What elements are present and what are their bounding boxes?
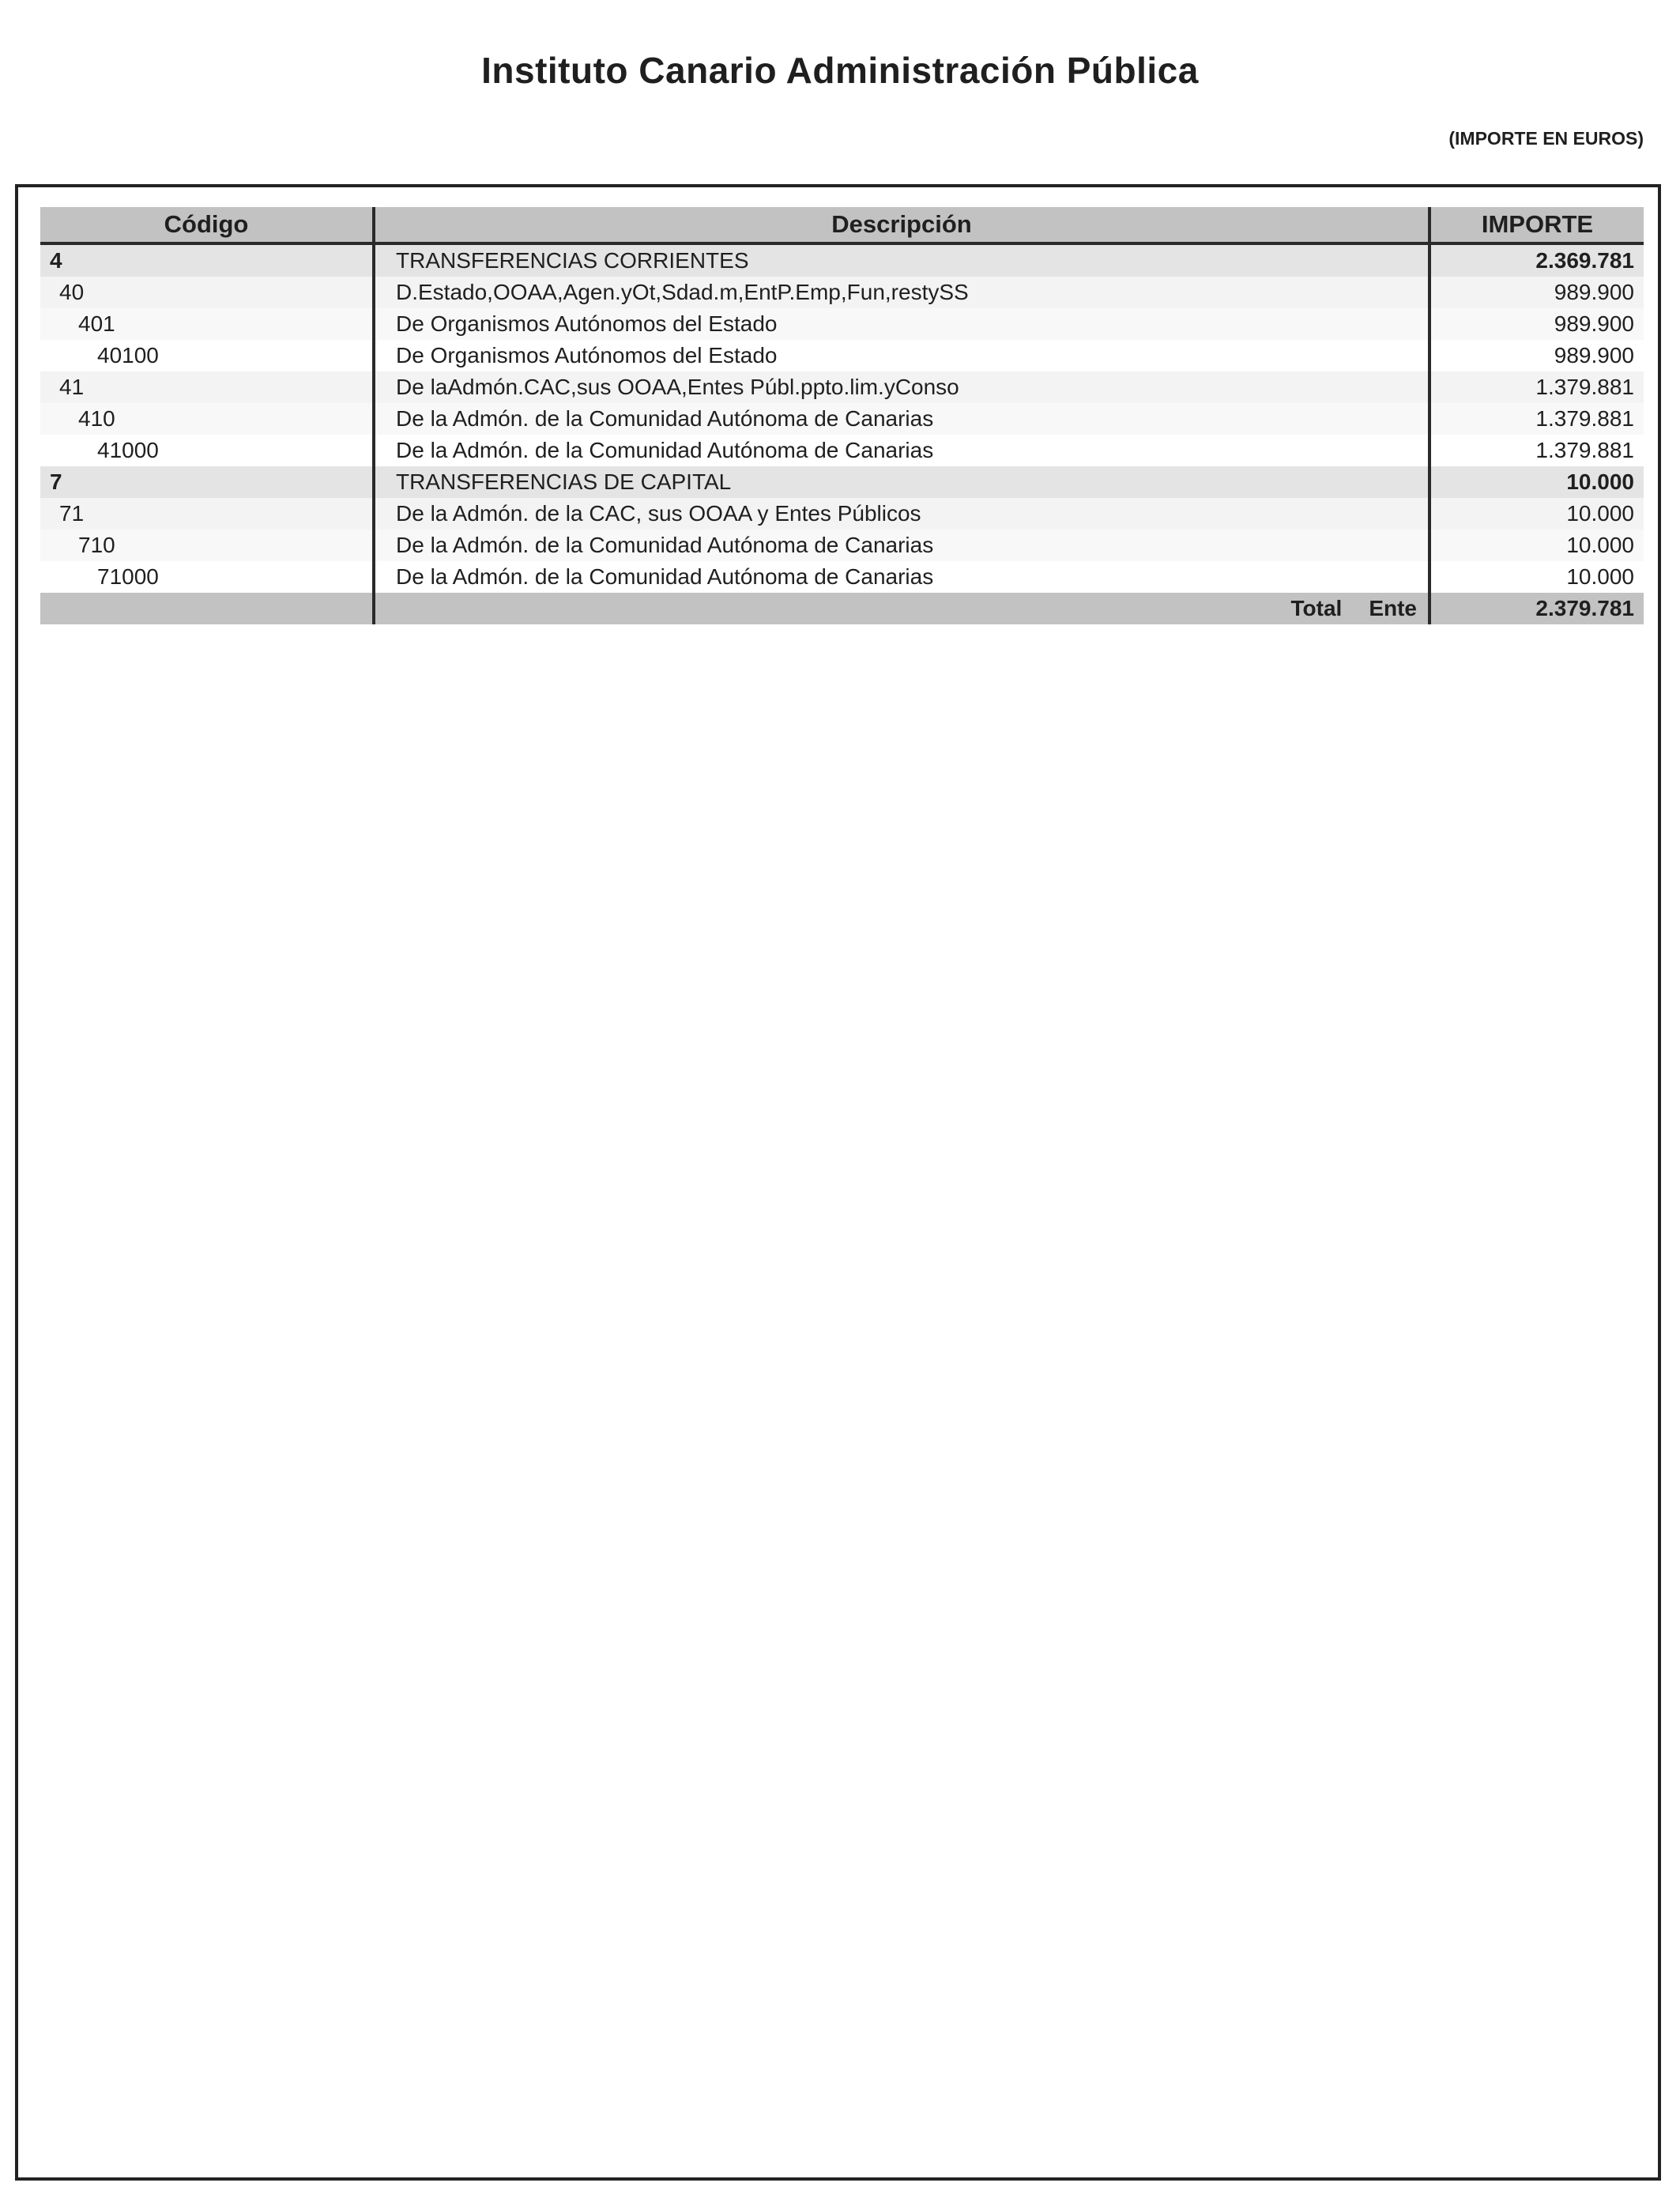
row-amount: 1.379.881 bbox=[1535, 438, 1634, 462]
table-body bbox=[40, 245, 1644, 593]
row-amount: 989.900 bbox=[1554, 343, 1634, 368]
row-amount: 10.000 bbox=[1566, 533, 1634, 557]
table-row bbox=[40, 435, 1644, 466]
page-title: Instituto Canario Administración Pública bbox=[481, 50, 1199, 91]
row-amount: 10.000 bbox=[1566, 469, 1634, 494]
row-description: TRANSFERENCIAS DE CAPITAL bbox=[375, 466, 1431, 498]
table-header-row bbox=[40, 207, 1644, 245]
row-code: 71 bbox=[40, 498, 375, 530]
table-row bbox=[40, 498, 1644, 530]
total-label bbox=[375, 593, 1431, 624]
total-label-word: Total bbox=[1290, 596, 1343, 620]
row-code: 7 bbox=[40, 466, 375, 498]
budget-table bbox=[40, 207, 1644, 624]
row-amount: 1.379.881 bbox=[1535, 375, 1634, 399]
total-amount: 2.379.781 bbox=[1535, 596, 1634, 620]
row-description: De la Admón. de la Comunidad Autónoma de Canarias bbox=[375, 530, 1431, 561]
row-code: 40 bbox=[40, 277, 375, 308]
table-total-row bbox=[40, 593, 1644, 624]
table-row bbox=[40, 466, 1644, 498]
row-description: De Organismos Autónomos del Estado bbox=[375, 340, 1431, 371]
table-row bbox=[40, 561, 1644, 593]
column-header-description: Descripción bbox=[375, 207, 1431, 242]
total-code-cell bbox=[40, 593, 375, 624]
table-row bbox=[40, 403, 1644, 435]
row-amount: 10.000 bbox=[1566, 564, 1634, 589]
column-header-amount: IMPORTE bbox=[1481, 210, 1594, 238]
table-row bbox=[40, 277, 1644, 308]
row-code: 410 bbox=[40, 403, 375, 435]
row-description: De la Admón. de la Comunidad Autónoma de Canarias bbox=[375, 403, 1431, 435]
table-row bbox=[40, 308, 1644, 340]
row-amount: 10.000 bbox=[1566, 501, 1634, 526]
table-row bbox=[40, 245, 1644, 277]
row-code: 401 bbox=[40, 308, 375, 340]
total-label-entity: Ente bbox=[1369, 596, 1417, 620]
row-code: 40100 bbox=[40, 340, 375, 371]
row-amount: 2.369.781 bbox=[1535, 248, 1634, 273]
row-code: 710 bbox=[40, 530, 375, 561]
row-description: De laAdmón.CAC,sus OOAA,Entes Públ.ppto.lim.yConso bbox=[375, 371, 1431, 403]
row-amount: 1.379.881 bbox=[1535, 406, 1634, 431]
row-code: 41 bbox=[40, 371, 375, 403]
row-amount: 989.900 bbox=[1554, 311, 1634, 336]
row-amount: 989.900 bbox=[1554, 280, 1634, 304]
row-description: TRANSFERENCIAS CORRIENTES bbox=[375, 245, 1431, 277]
column-header-code: Código bbox=[40, 207, 375, 242]
currency-note: (IMPORTE EN EUROS) bbox=[1448, 128, 1644, 149]
row-code: 4 bbox=[40, 245, 375, 277]
table-row bbox=[40, 530, 1644, 561]
row-description: De la Admón. de la Comunidad Autónoma de Canarias bbox=[375, 435, 1431, 466]
row-description: De Organismos Autónomos del Estado bbox=[375, 308, 1431, 340]
row-description: De la Admón. de la Comunidad Autónoma de Canarias bbox=[375, 561, 1431, 593]
row-code: 41000 bbox=[40, 435, 375, 466]
row-description: De la Admón. de la CAC, sus OOAA y Entes Públicos bbox=[375, 498, 1431, 530]
row-description: D.Estado,OOAA,Agen.yOt,Sdad.m,EntP.Emp,Fun,restySS bbox=[375, 277, 1431, 308]
table-row bbox=[40, 371, 1644, 403]
row-code: 71000 bbox=[40, 561, 375, 593]
table-row bbox=[40, 340, 1644, 371]
